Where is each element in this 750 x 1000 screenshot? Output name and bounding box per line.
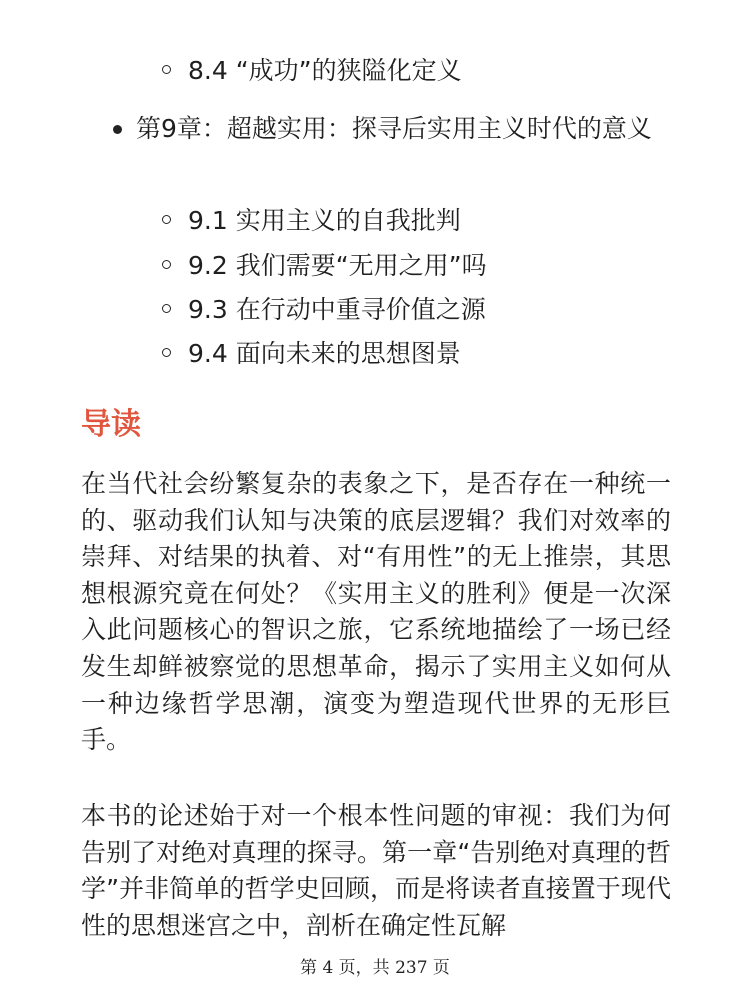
hollow-bullet-icon — [162, 260, 171, 269]
body-paragraph: 在当代社会纷繁复杂的表象之下，是否存在一种统一的、驱动我们认知与决策的底层逻辑？我们对效率的崇拜、对结果的执着、对“有用性”的无上推崇，其思想根源究竟在何处？《实用主义的胜利》便是一次深入此问题核心的智识之旅，它系统地描绘了一场已经发生却鲜被察觉的思想革命，揭示了实用主义如何从一种边缘哲学思潮，演变为塑造现代世界的无形巨手。 — [81, 469, 671, 755]
toc-subsection-label: 8.4 “成功”的狭隘化定义 — [188, 56, 462, 85]
hollow-bullet-icon — [162, 348, 171, 357]
filled-bullet-icon — [113, 125, 122, 134]
toc-chapter-label: 第9章：超越实用：探寻后实用主义时代的意义 — [136, 114, 652, 143]
body-paragraph: 本书的论述始于对一个根本性问题的审视：我们为何告别了对绝对真理的探寻。第一章“告别绝对真理的哲学”并非简单的哲学史回顾，而是将读者直接置于现代性的思想迷宫之中，剖析在确定性瓦解 — [81, 801, 671, 940]
hollow-bullet-icon — [162, 304, 171, 313]
toc-subsection-9-4[interactable] — [188, 337, 461, 371]
toc-subsection-9-3[interactable] — [188, 293, 486, 327]
toc-subsection-label: 9.1 实用主义的自我批判 — [188, 206, 461, 235]
hollow-bullet-icon — [162, 65, 171, 74]
toc-subsection-label: 9.2 我们需要“无用之用”吗 — [188, 251, 487, 280]
toc-subsection-8-4[interactable] — [188, 54, 462, 88]
toc-subsection-label: 9.3 在行动中重寻价值之源 — [188, 295, 486, 324]
section-heading: 导读 — [81, 407, 141, 442]
toc-subsection-9-1[interactable] — [188, 204, 461, 238]
hollow-bullet-icon — [162, 215, 171, 224]
toc-subsection-9-2[interactable] — [188, 249, 487, 283]
toc-chapter-9[interactable] — [136, 110, 676, 148]
toc-subsection-label: 9.4 面向未来的思想图景 — [188, 339, 461, 368]
page-number-footer: 第 4 页，共 237 页 — [300, 958, 450, 978]
